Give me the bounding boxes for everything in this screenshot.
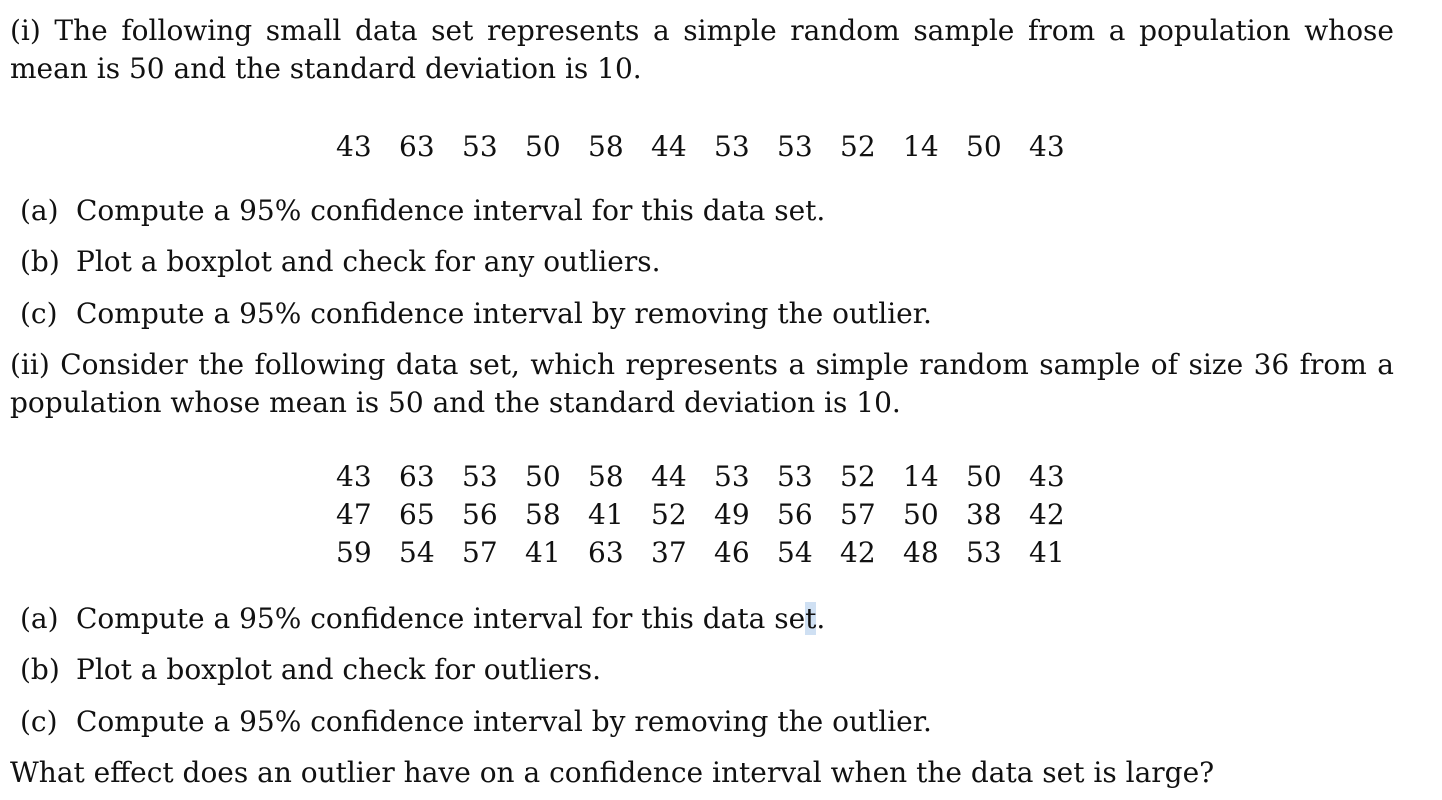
data-cell: 49 [714, 498, 750, 531]
item-text: Compute a 95% confidence interval for this data set. [76, 194, 826, 227]
data-cell: 53 [714, 130, 750, 163]
data-cell: 53 [966, 536, 1002, 569]
data-cell: 43 [1029, 130, 1065, 163]
item-marker: (c) [20, 297, 58, 330]
data-cell: 44 [651, 130, 687, 163]
data-cell: 44 [651, 460, 687, 493]
part-ii-data-table [336, 458, 1092, 572]
data-cell: 47 [336, 498, 372, 531]
part-i-intro: (i) The following small data set represents a simple random sample from a population whose mean is 50 and the standard deviation is 10. [10, 14, 1394, 85]
data-cell: 53 [777, 460, 813, 493]
data-cell: 65 [399, 498, 435, 531]
data-cell: 63 [399, 130, 435, 163]
data-cell: 58 [588, 460, 624, 493]
table-row [336, 458, 1092, 496]
item-text: Compute a 95% confidence interval by removing the outlier. [76, 705, 932, 738]
data-cell: 53 [777, 130, 813, 163]
data-cell: 41 [1029, 536, 1065, 569]
part-i-data-table [336, 128, 1092, 166]
table-row [336, 128, 1092, 166]
part-i-item-b [20, 243, 660, 281]
part-ii-item-b [20, 651, 601, 689]
data-cell: 63 [588, 536, 624, 569]
data-cell: 56 [777, 498, 813, 531]
data-cell: 57 [462, 536, 498, 569]
data-cell: 50 [966, 460, 1002, 493]
data-cell: 54 [399, 536, 435, 569]
data-cell: 42 [1029, 498, 1065, 531]
data-cell: 57 [840, 498, 876, 531]
data-cell: 53 [714, 460, 750, 493]
item-text: Compute a 95% confidence interval by removing the outlier. [76, 297, 932, 330]
data-cell: 14 [903, 130, 939, 163]
data-cell: 52 [651, 498, 687, 531]
data-cell: 14 [903, 460, 939, 493]
item-marker: (c) [20, 705, 58, 738]
item-marker: (b) [20, 245, 60, 278]
data-cell: 38 [966, 498, 1002, 531]
data-cell: 53 [462, 130, 498, 163]
data-cell: 42 [840, 536, 876, 569]
table-row [336, 496, 1092, 534]
data-cell: 52 [840, 460, 876, 493]
data-cell: 53 [462, 460, 498, 493]
part-ii-intro: (ii) Consider the following data set, which represents a simple random sample of size 36 from a population whose mean is 50 and the standard deviation is 10. [10, 348, 1394, 419]
item-text: Plot a boxplot and check for any outliers. [76, 245, 661, 278]
part-ii-item-c [20, 703, 932, 741]
data-cell: 43 [336, 460, 372, 493]
text-selection-highlight[interactable]: t [805, 602, 817, 635]
data-cell: 50 [903, 498, 939, 531]
data-cell: 58 [588, 130, 624, 163]
data-cell: 54 [777, 536, 813, 569]
item-text: Plot a boxplot and check for outliers. [76, 653, 602, 686]
data-cell: 56 [462, 498, 498, 531]
part-ii-item-a [20, 600, 825, 638]
data-cell: 58 [525, 498, 561, 531]
data-cell: 59 [336, 536, 372, 569]
part-i-item-a [20, 192, 825, 230]
data-cell: 46 [714, 536, 750, 569]
item-text: Compute a 95% confidence interval for this data se [76, 602, 806, 635]
closing-question: What effect does an outlier have on a confidence interval when the data set is large? [10, 756, 1215, 789]
item-marker: (a) [20, 602, 59, 635]
data-cell: 37 [651, 536, 687, 569]
data-cell: 63 [399, 460, 435, 493]
data-cell: 41 [588, 498, 624, 531]
data-cell: 48 [903, 536, 939, 569]
data-cell: 43 [336, 130, 372, 163]
data-cell: 50 [966, 130, 1002, 163]
table-row [336, 534, 1092, 572]
item-text-end: . [816, 602, 826, 635]
data-cell: 50 [525, 460, 561, 493]
data-cell: 50 [525, 130, 561, 163]
item-marker: (b) [20, 653, 60, 686]
item-marker: (a) [20, 194, 59, 227]
data-cell: 41 [525, 536, 561, 569]
data-cell: 43 [1029, 460, 1065, 493]
part-i-item-c [20, 295, 932, 333]
data-cell: 52 [840, 130, 876, 163]
